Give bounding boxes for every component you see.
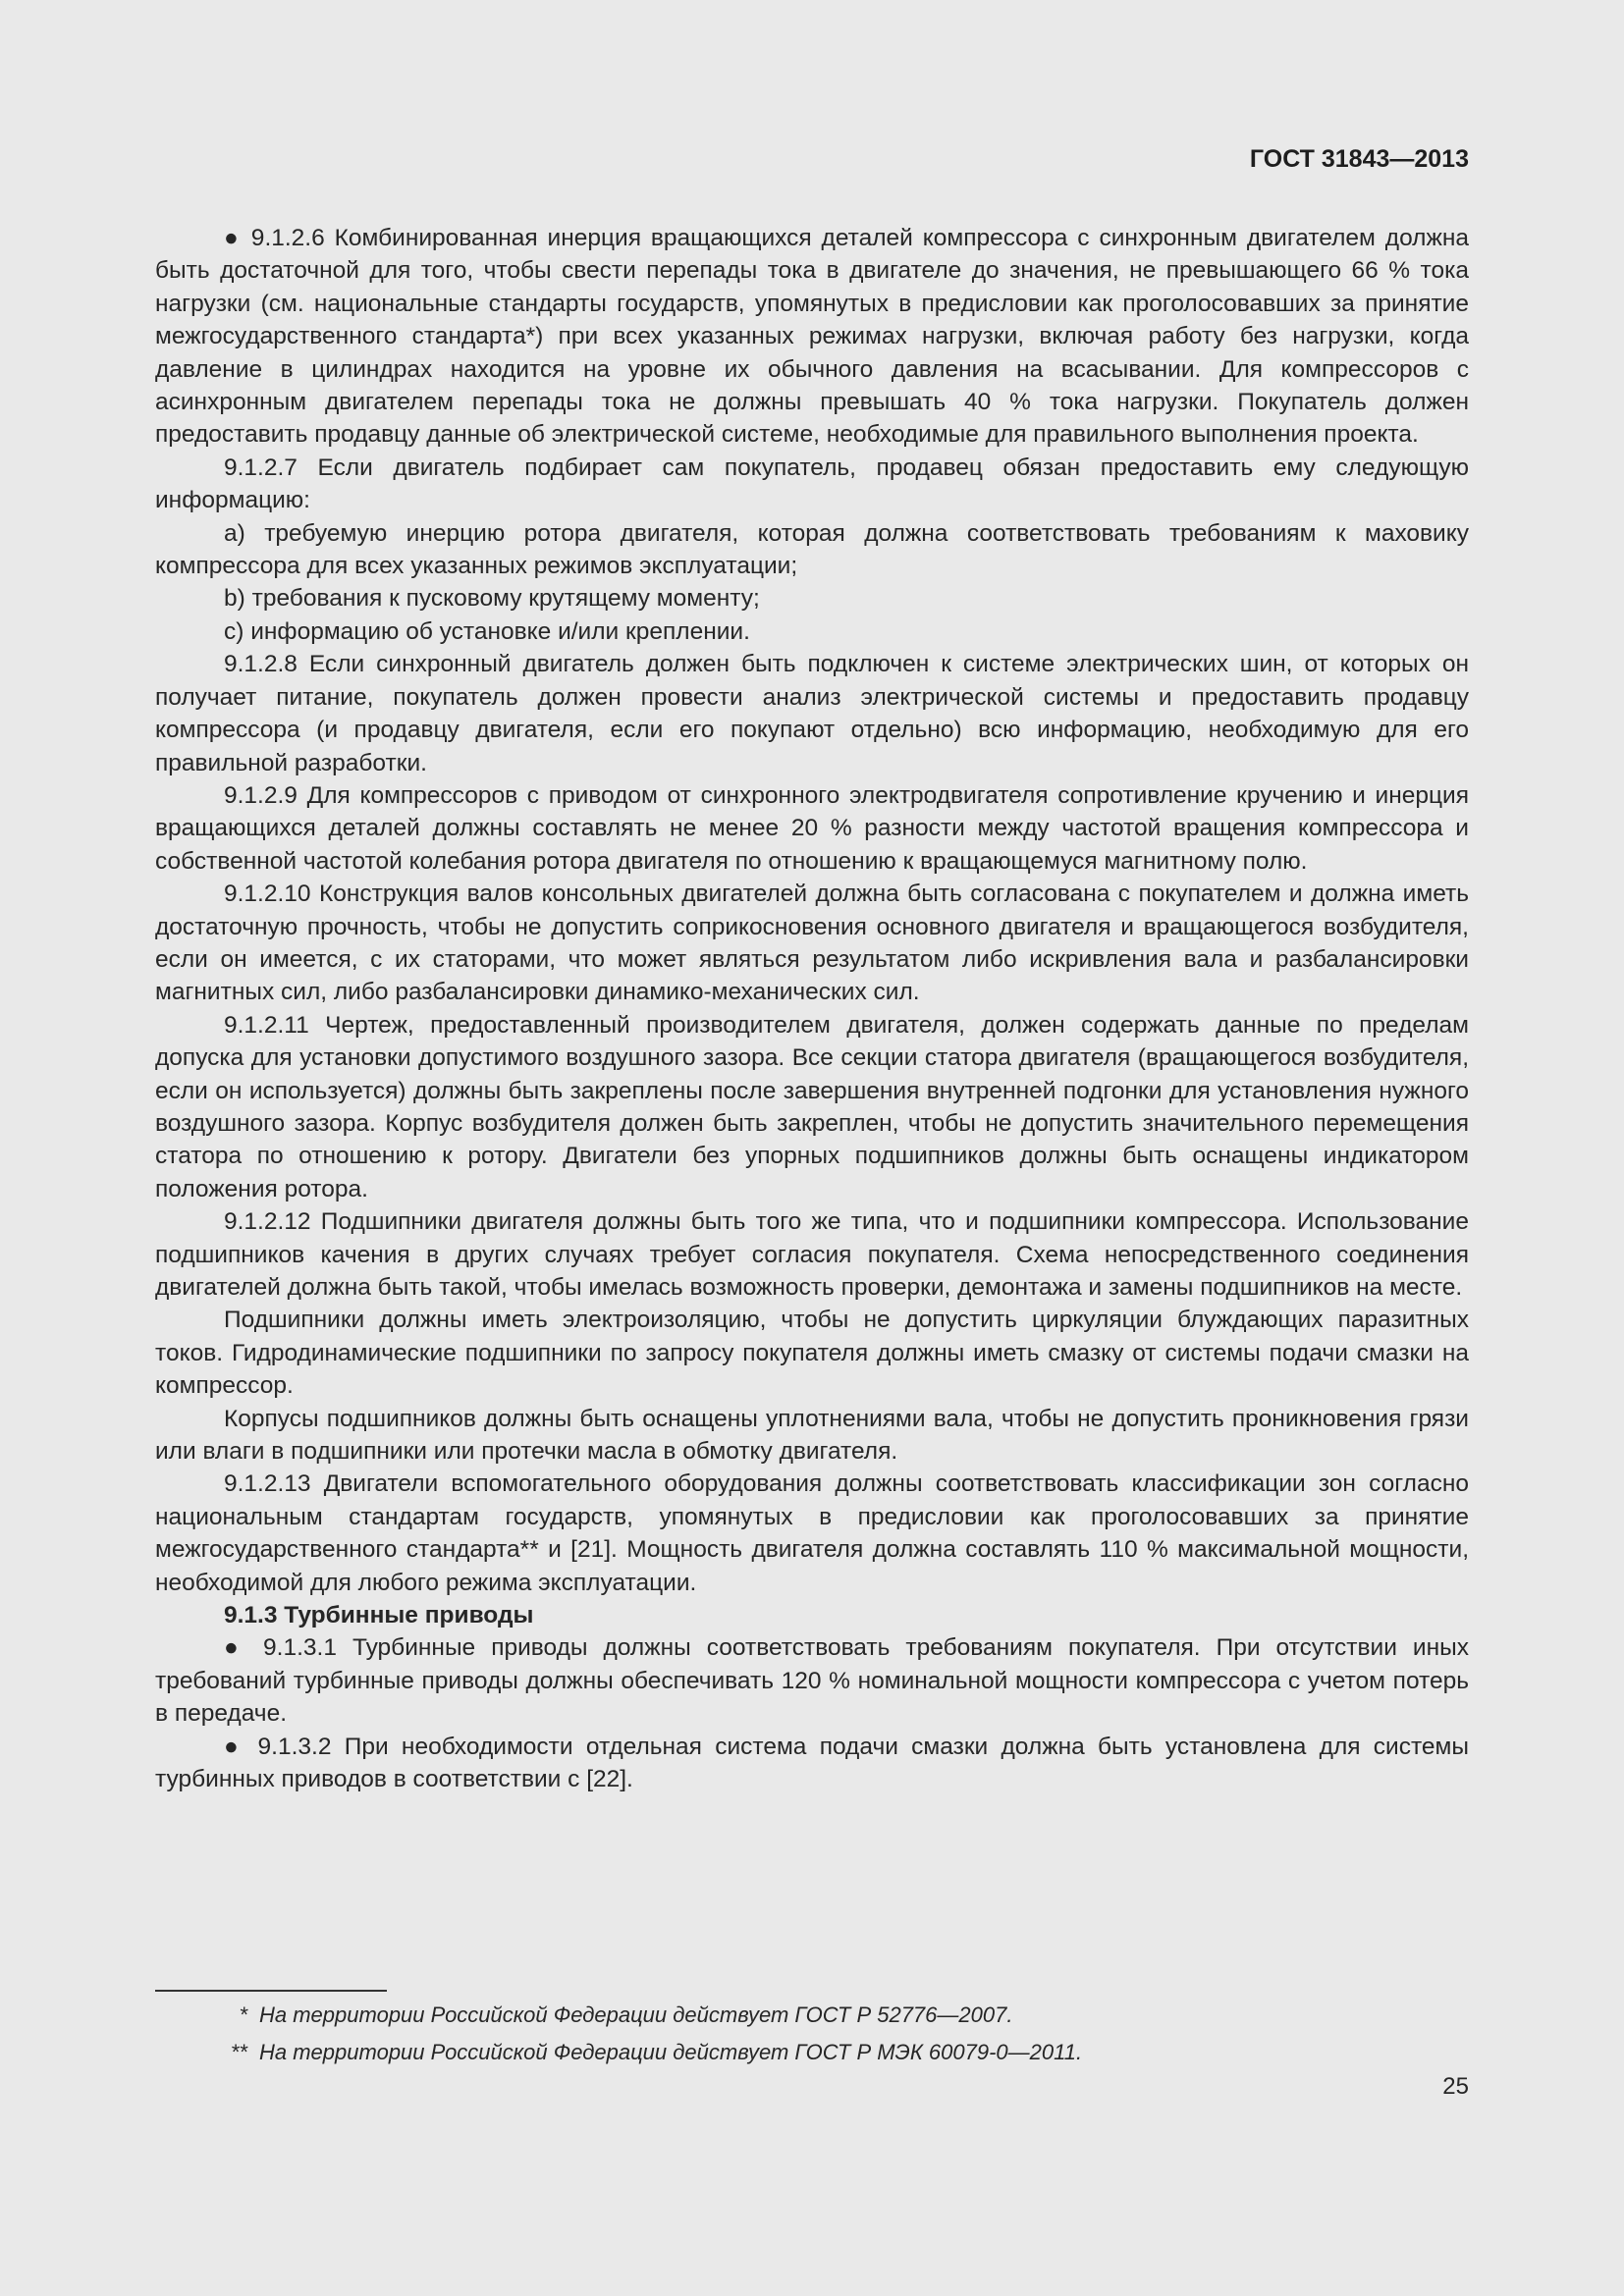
footnote-mark: *	[239, 2002, 247, 2027]
paragraph-9-1-2-11: 9.1.2.11 Чертеж, предоставленный производителем двигателя, должен содержать данные по пределам допуска для установки допустимого воздушного зазора. Все секции статора двигателя (вращающегося возбудителя, если он используется) должны быть закреплены после завершения внутренней подгонки для установления нужного воздушного зазора. Корпус возбудителя должен быть закреплен, чтобы не допустить значительного перемещения статора по отношению к ротору. Двигатели без упорных подшипников должны быть оснащены индикатором положения ротора.	[155, 1011, 1469, 1202]
page-header-standard: ГОСТ 31843—2013	[1249, 145, 1469, 173]
paragraph-9-1-2-9: 9.1.2.9 Для компрессоров с приводом от синхронного электродвигателя сопротивление кручению и инерция вращающихся деталей должны составлять не менее 20 % разности между частотой вращения компрессора и собственной частотой колебания ротора двигателя по отношению к вращающемуся магнитному полю.	[155, 781, 1469, 875]
paragraph-bearing-housings: Корпусы подшипников должны быть оснащены уплотнениями вала, чтобы не допустить проникновения грязи или влаги в подшипники или протечки масла в обмотку двигателя.	[155, 1405, 1469, 1466]
footnote	[155, 1997, 1469, 2034]
paragraph-9-1-3-2: ● 9.1.3.2 При необходимости отдельная система подачи смазки должна быть установлена для системы турбинных приводов в соответствии с [22].	[155, 1733, 1469, 1793]
document-body	[155, 222, 1469, 1796]
page-number: 25	[1442, 2073, 1469, 2100]
footnote	[155, 2034, 1469, 2071]
paragraph-9-1-2-8: 9.1.2.8 Если синхронный двигатель должен быть подключен к системе электрических шин, от которых он получает питание, покупатель должен провести анализ электрической системы и предоставить продавцу компрессора (и продавцу двигателя, если его покупают отдельно) всю информацию, необходимую для его правильной разработки.	[155, 651, 1469, 776]
footnotes	[155, 1997, 1469, 2071]
footnote-divider	[155, 1990, 387, 1992]
list-item-c: c) информацию об установке и/или креплении.	[224, 617, 750, 645]
paragraph-9-1-2-7: 9.1.2.7 Если двигатель подбирает сам покупатель, продавец обязан предоставить ему следующую информацию:	[155, 454, 1469, 514]
footnote-text: На территории Российской Федерации действует ГОСТ Р 52776—2007.	[259, 2002, 1013, 2027]
paragraph-bearings-insulation: Подшипники должны иметь электроизоляцию, чтобы не допустить циркуляции блуждающих паразитных токов. Гидродинамические подшипники по запросу покупателя должны иметь смазку от системы подачи смазки на компрессор.	[155, 1307, 1469, 1400]
paragraph-9-1-2-10: 9.1.2.10 Конструкция валов консольных двигателей должна быть согласована с покупателем и должна иметь достаточную прочность, чтобы не допустить соприкосновения основного двигателя и вращающегося возбудителя, если он имеется, с их статорами, что может являться результатом либо искривления вала и разбалансировки магнитных сил, либо разбалансировки динамико-механических сил.	[155, 881, 1469, 1006]
list-item-b: b) требования к пусковому крутящему моменту;	[224, 585, 760, 613]
section-heading-9-1-3: 9.1.3 Турбинные приводы	[224, 1602, 534, 1629]
paragraph-9-1-2-12: 9.1.2.12 Подшипники двигателя должны быть того же типа, что и подшипники компрессора. Использование подшипников качения в других случаях требует согласия покупателя. Схема непосредственного соединения двигателей должна быть такой, чтобы имелась возможность проверки, демонтажа и замены подшипников на месте.	[155, 1208, 1469, 1301]
list-item-a: a) требуемую инерцию ротора двигателя, которая должна соответствовать требованиям к маховику компрессора для всех указанных режимов эксплуатации;	[155, 519, 1469, 580]
footnote-text: На территории Российской Федерации действует ГОСТ Р МЭК 60079-0—2011.	[259, 2040, 1083, 2064]
footnote-mark: **	[230, 2040, 247, 2064]
paragraph-9-1-2-13: 9.1.2.13 Двигатели вспомогательного оборудования должны соответствовать классификации зон согласно национальным стандартам государств, упомянутых в предисловии как проголосовавших за принятие межгосударственного стандарта** и [21]. Мощность двигателя должна составлять 110 % максимальной мощности, необходимой для любого режима эксплуатации.	[155, 1470, 1469, 1596]
paragraph-9-1-2-6: ● 9.1.2.6 Комбинированная инерция вращающихся деталей компрессора с синхронным двигателем должна быть достаточной для того, чтобы свести перепады тока в двигателе до значения, не превышающего 66 % тока нагрузки (см. национальные стандарты государств, упомянутых в предисловии как проголосовавших за принятие межгосударственного стандарта*) при всех указанных режимах нагрузки, включая работу без нагрузки, когда давление в цилиндрах находится на уровне их обычного давления на всасывании. Для компрессоров с асинхронным двигателем перепады тока не должны превышать 40 % тока нагрузки. Покупатель должен предоставить продавцу данные об электрической системе, необходимые для правильного выполнения проекта.	[155, 225, 1469, 449]
paragraph-9-1-3-1: ● 9.1.3.1 Турбинные приводы должны соответствовать требованиям покупателя. При отсутствии иных требований турбинные приводы должны обеспечивать 120 % номинальной мощности компрессора с учетом потерь в передаче.	[155, 1634, 1469, 1728]
